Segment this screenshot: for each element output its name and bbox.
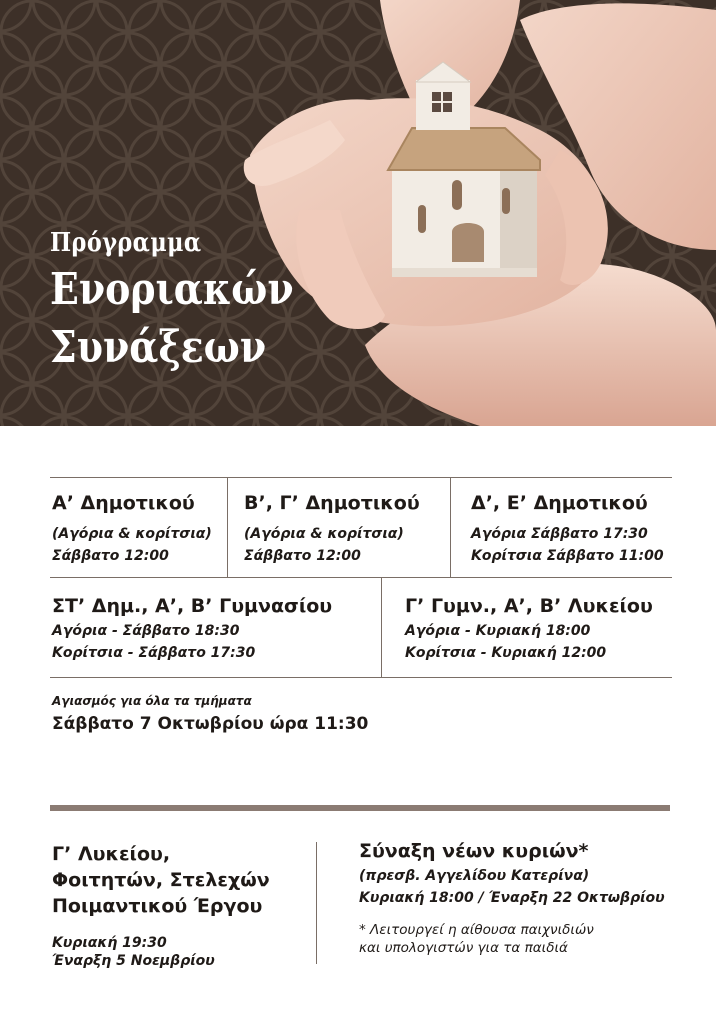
group-title: ΣΤ’ Δημ., Α’, Β’ Γυμνασίου xyxy=(52,595,333,617)
group-title: Β’, Γ’ Δημοτικού xyxy=(244,492,420,514)
group-card xyxy=(244,492,420,564)
column-divider xyxy=(381,577,382,677)
group-card xyxy=(52,595,332,661)
table-top-rule xyxy=(50,477,672,478)
ladies-title: Σύναξη νέων κυριών* xyxy=(359,840,589,862)
blessing-date: Σάββατο 7 Οκτωβρίου ώρα 11:30 xyxy=(52,714,369,734)
group-schedule-girls: Κορίτσια - Κυριακή 12:00 xyxy=(405,645,607,661)
page-title-line2: Ενοριακών xyxy=(50,264,294,315)
ladies-note: και υπολογιστών για τα παιδιά xyxy=(359,940,568,956)
column-divider xyxy=(227,477,228,577)
group-schedule-girls: Κορίτσια Σάββατο 11:00 xyxy=(471,548,664,564)
ladies-leader: (πρεσβ. Αγγελίδου Κατερίνα) xyxy=(359,868,590,884)
group-title: Α’ Δημοτικού xyxy=(52,492,195,514)
row-divider xyxy=(50,577,672,578)
blessing-note: Αγιασμός για όλα τα τμήματα xyxy=(52,694,252,708)
group-title: Δ’, Ε’ Δημοτικού xyxy=(471,492,648,514)
page-title-line3: Συνάξεων xyxy=(50,321,267,373)
group-schedule-boys: Αγόρια Σάββατο 17:30 xyxy=(471,526,648,542)
group-card xyxy=(405,595,653,661)
group-detail: (Αγόρια & κορίτσια) xyxy=(244,526,404,542)
youth-section xyxy=(52,842,270,969)
group-schedule-girls: Κορίτσια - Σάββατο 17:30 xyxy=(52,645,256,661)
group-schedule: Σάββατο 12:00 xyxy=(244,548,361,564)
group-card xyxy=(52,492,212,564)
group-schedule: Σάββατο 12:00 xyxy=(52,548,169,564)
section-divider xyxy=(50,805,670,811)
row-divider xyxy=(50,677,672,678)
group-title: Γ’ Γυμν., Α’, Β’ Λυκείου xyxy=(405,595,653,617)
ladies-time: Κυριακή 18:00 / Έναρξη 22 Οκτωβρίου xyxy=(359,890,665,906)
group-schedule-boys: Αγόρια - Σάββατο 18:30 xyxy=(52,623,240,639)
group-schedule-boys: Αγόρια - Κυριακή 18:00 xyxy=(405,623,591,639)
hero-banner xyxy=(0,0,716,426)
youth-start: Έναρξη 5 Νοεμβρίου xyxy=(52,953,215,970)
ladies-section xyxy=(359,840,665,956)
page-title-line1: Πρόγραμμα xyxy=(50,228,202,258)
group-card xyxy=(471,492,664,564)
youth-time: Κυριακή 19:30 xyxy=(52,935,167,952)
column-divider xyxy=(316,842,317,964)
ladies-note: * Λειτουργεί η αίθουσα παιχνιδιών xyxy=(359,922,594,938)
youth-title-line: Φοιτητών, Στελεχών xyxy=(52,868,270,891)
column-divider xyxy=(450,477,451,577)
youth-title-line: Γ’ Λυκείου, xyxy=(52,843,171,865)
youth-title-line: Ποιμαντικού Έργου xyxy=(52,894,263,917)
title-block xyxy=(50,228,333,374)
group-detail: (Αγόρια & κορίτσια) xyxy=(52,526,212,542)
